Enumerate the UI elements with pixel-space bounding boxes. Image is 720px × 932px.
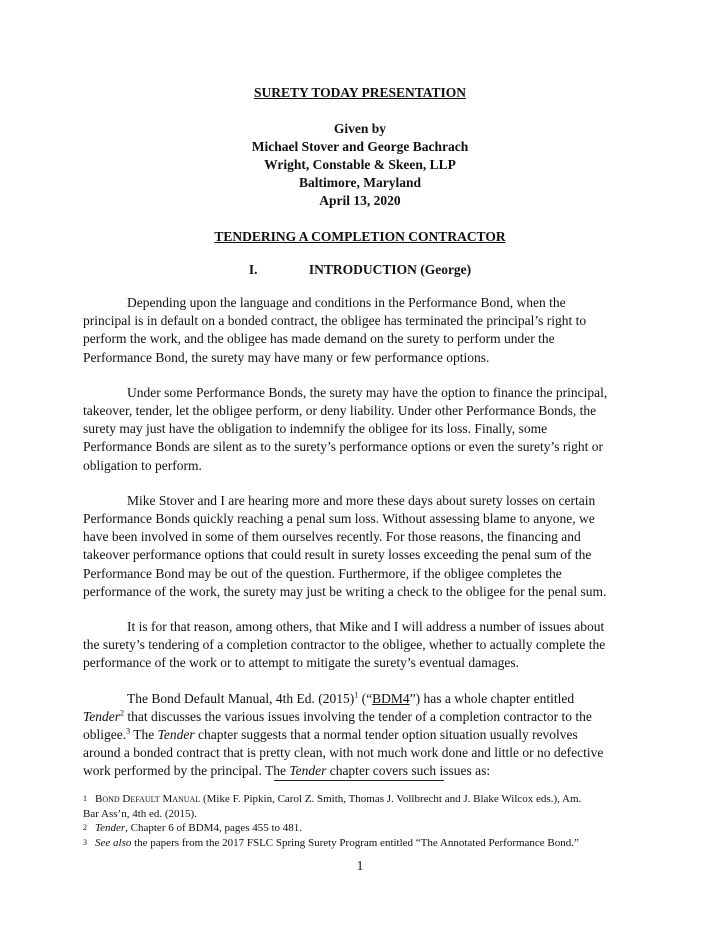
paragraph-4 — [83, 618, 640, 673]
footnotes — [83, 792, 643, 850]
text-line: surety may just have the obligation to indemnify the obligee for its loss. Finally, some — [83, 421, 548, 437]
text-run: that discusses the various issues involving the tender of a completion contractor to the — [124, 708, 592, 724]
text-run: (Mike F. Pipkin, Carol Z. Smith, Thomas J. Vollbrecht and J. Blake Wilcox eds.), Am. — [200, 793, 582, 805]
italic-run: Tender — [95, 822, 126, 834]
footnote-2 — [83, 821, 643, 836]
text-run: work performed by the principal. The — [83, 763, 290, 779]
text-run: the papers from the 2017 FSLC Spring Surety Program entitled “The Annotated Performance Bond.” — [131, 836, 579, 849]
footnote-ref-3[interactable]: 3 — [126, 726, 131, 736]
given-by-line: Given by — [333, 121, 387, 136]
text-run: The — [130, 727, 158, 743]
date-line: April 13, 2020 — [319, 193, 401, 208]
paragraph-5 — [83, 690, 640, 781]
small-caps-run: Bond Default Manual — [95, 793, 201, 805]
text-line: Performance Bonds quickly reaching a penal sum loss. Without assessing blame to anyone, we — [83, 511, 595, 527]
footnote-divider — [274, 780, 444, 781]
document-body — [83, 294, 640, 798]
footnote-marker: 1 — [83, 794, 87, 803]
text-line: Performance Bond, the surety may have many or few performance options. — [83, 349, 490, 365]
text-line: Mike Stover and I are hearing more and more these days about surety losses on certain — [127, 492, 596, 508]
text-line: Performance Bond may be out of the question. Furthermore, if the obligee completes the — [83, 565, 562, 581]
paragraph-2 — [83, 384, 640, 475]
italic-run: Tender — [289, 763, 327, 779]
section-title: INTRODUCTION (George) — [308, 262, 472, 277]
paragraph-3 — [83, 492, 640, 601]
italic-run: Tender — [157, 727, 195, 743]
footnote-ref-2[interactable]: 2 — [120, 708, 125, 718]
page-number: 1 — [356, 858, 364, 873]
location-line: Baltimore, Maryland — [299, 175, 421, 190]
text-line: performance of the work, the surety may just be writing a check to the obligee for the penal sum. — [83, 583, 607, 599]
text-line: takeover, tender, let the obligee perform, or deny liability. Under other Performance Bonds, the — [83, 403, 597, 419]
text-line — [83, 762, 640, 780]
text-line: Under some Performance Bonds, the surety may have the option to finance the principal, — [127, 384, 608, 400]
text-run: chapter suggests that a normal tender option situation usually revolves — [194, 727, 578, 743]
text-line — [83, 690, 640, 708]
text-line: have been involved in some of them ourselves recently. For those reasons, the financing and — [83, 529, 581, 545]
text-run: (“ — [358, 690, 373, 706]
section-heading — [0, 262, 720, 278]
text-run: chapter covers such issues as: — [326, 763, 491, 779]
text-line — [83, 708, 640, 726]
footnote-3 — [83, 836, 643, 851]
text-line: Depending upon the language and conditions in the Performance Bond, when the — [127, 295, 566, 310]
text-line — [83, 726, 640, 744]
italic-run: See also — [95, 836, 132, 849]
footnote-1-continued: Bar Ass’n, 4th ed. (2015). — [83, 807, 197, 820]
section-number: I. — [248, 262, 258, 277]
presenters-line: Michael Stover and George Bachrach — [251, 139, 469, 154]
bdm4-link[interactable]: BDM4 — [372, 690, 410, 706]
document-subtitle: TENDERING A COMPLETION CONTRACTOR — [214, 229, 506, 244]
text-line: principal is in default on a bonded contract, the obligee has terminated the principal’s right to — [83, 313, 587, 329]
text-run: The Bond Default Manual, 4th Ed. (2015) — [127, 690, 355, 706]
text-run: obligee. — [83, 727, 127, 743]
paragraph-1 — [83, 294, 640, 367]
text-line: perform the work, and the obligee has made demand on the surety to perform under the — [83, 331, 555, 347]
footnote-ref-1[interactable]: 1 — [354, 690, 359, 700]
italic-run: Tender — [83, 708, 121, 724]
text-line: around a bonded contract that is pretty clean, with not much work done and little or no defective — [83, 745, 604, 761]
text-run: , Chapter 6 of BDM4, pages 455 to 481. — [125, 822, 303, 834]
text-line: takeover performance options that could result in surety losses exceeding the penal sum of the — [83, 547, 592, 563]
text-run: ”) has a whole chapter entitled — [409, 690, 575, 706]
text-line: the surety’s tendering of a completion contractor to the obligee, whether to actually complete the — [83, 637, 606, 653]
footnote-1 — [83, 792, 643, 807]
document-header — [0, 84, 720, 246]
text-line: performance of the work or to attempt to mitigate the surety’s eventual damages. — [83, 655, 519, 671]
text-line: obligation to perform. — [83, 457, 202, 473]
footnote-marker: 3 — [83, 837, 87, 847]
firm-line: Wright, Constable & Skeen, LLP — [264, 157, 456, 172]
presentation-title: SURETY TODAY PRESENTATION — [253, 85, 467, 100]
text-line: It is for that reason, among others, that Mike and I will address a number of issues about — [127, 619, 605, 635]
text-line: Performance Bonds are silent as to the surety’s performance options or even the surety’s right or — [83, 439, 603, 455]
footnote-marker: 2 — [83, 823, 87, 832]
